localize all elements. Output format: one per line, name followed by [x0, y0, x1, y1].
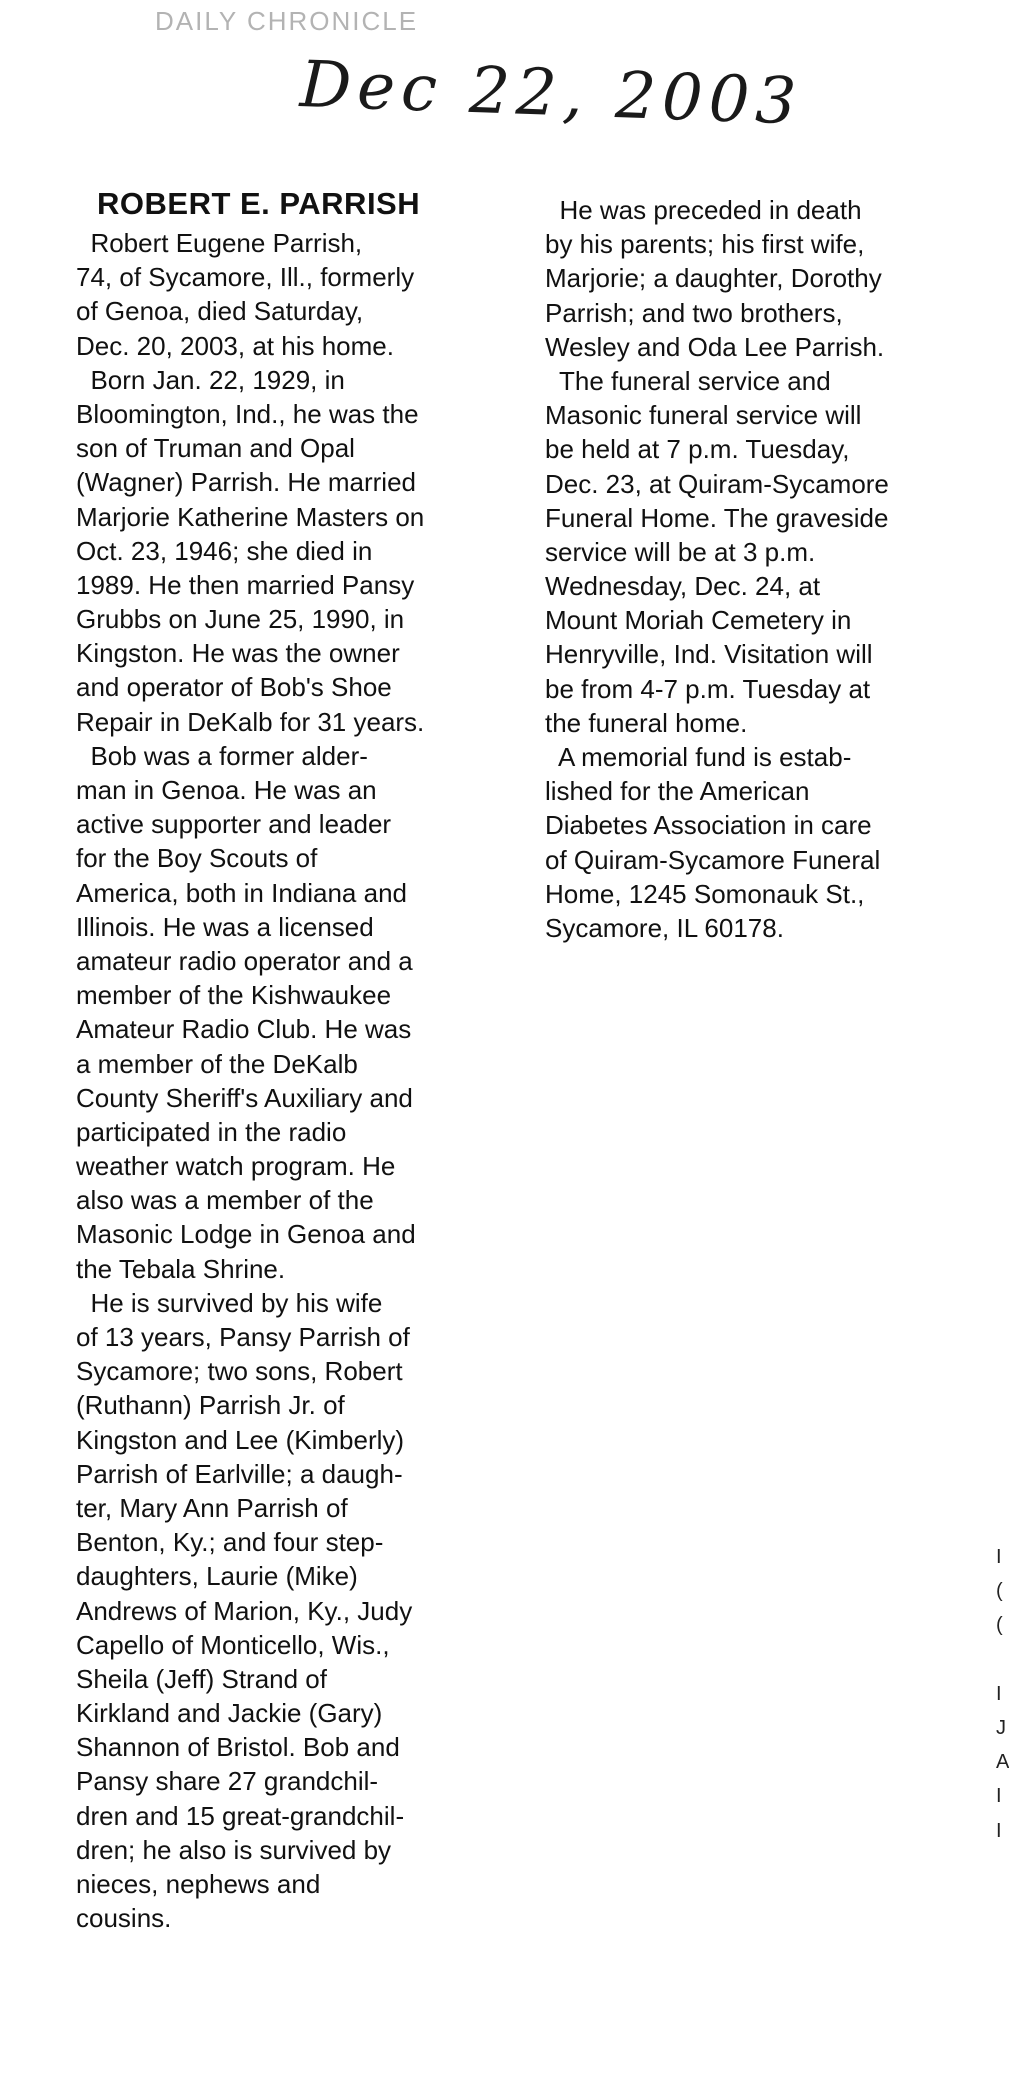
text-line: Andrews of Marion, Ky., Judy: [76, 1595, 413, 1626]
text-line: a member of the DeKalb: [76, 1048, 358, 1079]
text-line: the funeral home.: [545, 707, 748, 738]
text-line: be held at 7 p.m. Tuesday,: [545, 434, 850, 465]
text-line: Masonic Lodge in Genoa and: [76, 1219, 416, 1250]
edge-fragment: (: [996, 1614, 1003, 1637]
text-line: 74, of Sycamore, Ill., formerly: [76, 262, 415, 293]
text-line: weather watch program. He: [76, 1151, 396, 1182]
text-line: (Wagner) Parrish. He married: [76, 467, 417, 498]
text-line: man in Genoa. He was an: [76, 775, 377, 805]
text-line: (Ruthann) Parrish Jr. of: [76, 1390, 345, 1421]
text-line: and operator of Bob's Shoe: [76, 672, 392, 703]
text-line: by his parents; his first wife,: [545, 229, 865, 260]
text-line: Marjorie; a daughter, Dorothy: [545, 263, 882, 294]
text-line: Parrish; and two brothers,: [545, 297, 843, 328]
text-line: for the Boy Scouts of: [76, 843, 318, 874]
adjacent-column-edge: [996, 1540, 1009, 1848]
text-line: active supporter and leader: [76, 809, 392, 840]
text-line: Sycamore; two sons, Robert: [76, 1356, 403, 1387]
text-line: Pansy share 27 grandchil-: [76, 1766, 379, 1797]
text-line: Oct. 23, 1946; she died in: [76, 535, 373, 566]
text-line: The funeral service and: [545, 365, 831, 396]
text-line: Repair in DeKalb for 31 years.: [76, 706, 425, 737]
text-line: Dec. 23, at Quiram-Sycamore: [545, 468, 889, 499]
text-line: Mount Moriah Cemetery in: [545, 605, 852, 636]
text-line: Grubbs on June 25, 1990, in: [76, 604, 405, 635]
obituary-headline: ROBERT E. PARRISH: [97, 186, 421, 221]
text-line: Amateur Radio Club. He was: [76, 1014, 412, 1045]
text-line: Kingston. He was the owner: [76, 638, 400, 669]
text-line: A memorial fund is estab-: [545, 742, 852, 772]
text-line: of Quiram-Sycamore Funeral: [545, 844, 881, 875]
text-line: He is survived by his wife: [76, 1287, 383, 1318]
text-line: Benton, Ky.; and four step-: [76, 1527, 384, 1558]
text-line: Diabetes Association in care: [545, 810, 872, 841]
text-line: Illinois. He was a licensed: [76, 911, 374, 942]
text-line: of 13 years, Pansy Parrish of: [76, 1322, 410, 1352]
text-line: cousins.: [76, 1903, 172, 1934]
text-line: lished for the American: [545, 776, 810, 807]
text-line: also was a member of the: [76, 1185, 374, 1216]
obituary-left-column: [76, 226, 424, 1935]
text-line: 1989. He then married Pansy: [76, 569, 415, 600]
handwritten-date: Dec 22, 2003: [298, 48, 804, 140]
text-line: the Tebala Shrine.: [76, 1253, 286, 1284]
text-line: Shannon of Bristol. Bob and: [76, 1732, 400, 1763]
text-line: Kirkland and Jackie (Gary): [76, 1698, 383, 1729]
text-line: Capello of Monticello, Wis.,: [76, 1629, 390, 1660]
text-line: member of the Kishwaukee: [76, 980, 392, 1011]
text-line: Wesley and Oda Lee Parrish.: [545, 331, 885, 362]
text-line: Bloomington, Ind., he was the: [76, 398, 419, 429]
text-line: participated in the radio: [76, 1116, 347, 1147]
text-line: amateur radio operator and a: [76, 945, 413, 976]
text-line: Sycamore, IL 60178.: [545, 912, 784, 943]
edge-fragment: I: [996, 1819, 1002, 1842]
text-line: Masonic funeral service will: [545, 400, 862, 431]
text-line: dren; he also is survived by: [76, 1834, 392, 1865]
text-line: Funeral Home. The graveside: [545, 502, 889, 533]
text-line: County Sheriff's Auxiliary and: [76, 1082, 413, 1113]
text-line: son of Truman and Opal: [76, 433, 355, 464]
text-line: Henryville, Ind. Visitation will: [545, 639, 873, 670]
text-line: America, both in Indiana and: [76, 877, 407, 908]
edge-fragment: J: [996, 1716, 1006, 1739]
text-line: Marjorie Katherine Masters on: [76, 501, 425, 532]
text-line: Born Jan. 22, 1929, in: [76, 364, 345, 395]
edge-fragment: A: [996, 1751, 1009, 1774]
text-line: Kingston and Lee (Kimberly): [76, 1424, 405, 1455]
edge-fragment: (: [996, 1580, 1003, 1603]
text-line: ter, Mary Ann Parrish of: [76, 1492, 348, 1523]
edge-fragment: I: [996, 1682, 1002, 1705]
text-line: Wednesday, Dec. 24, at: [545, 571, 821, 602]
edge-fragment: I: [996, 1785, 1002, 1808]
text-line: Home, 1245 Somonauk St.,: [545, 878, 865, 909]
masthead-fragment: DAILY CHRONICLE: [155, 6, 419, 36]
text-line: service will be at 3 p.m.: [545, 536, 816, 567]
text-line: Robert Eugene Parrish,: [76, 228, 363, 258]
text-line: Parrish of Earlville; a daugh-: [76, 1458, 403, 1489]
obituary-right-column: [545, 193, 889, 945]
edge-fragment: [996, 1643, 1002, 1677]
text-line: of Genoa, died Saturday,: [76, 296, 364, 327]
text-line: Bob was a former alder-: [76, 740, 368, 771]
text-line: nieces, nephews and: [76, 1869, 321, 1899]
text-line: Dec. 20, 2003, at his home.: [76, 330, 394, 361]
text-line: be from 4-7 p.m. Tuesday at: [545, 673, 871, 704]
text-line: daughters, Laurie (Mike): [76, 1561, 358, 1592]
text-line: dren and 15 great-grandchil-: [76, 1800, 405, 1831]
text-line: He was preceded in death: [545, 195, 862, 225]
edge-fragment: I: [996, 1546, 1002, 1568]
text-line: Sheila (Jeff) Strand of: [76, 1663, 327, 1694]
